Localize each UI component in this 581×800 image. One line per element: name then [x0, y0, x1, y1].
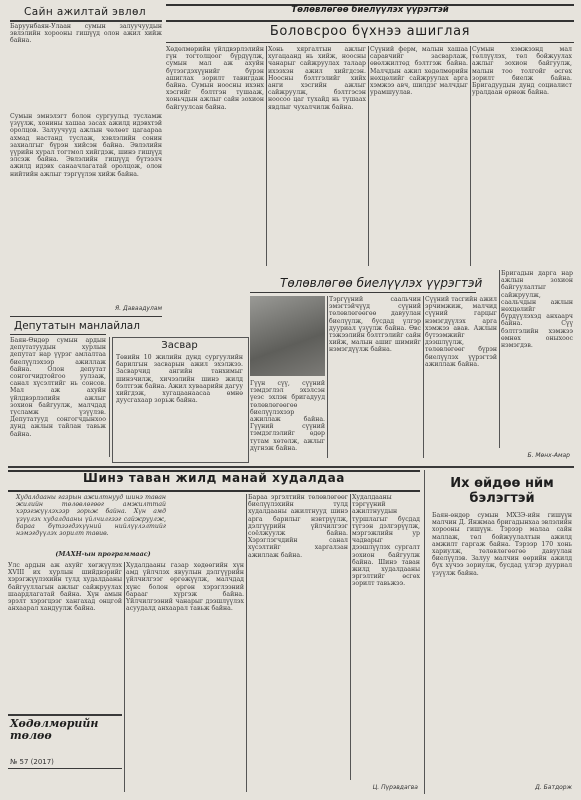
column-divider: [470, 46, 471, 266]
column-divider: [499, 270, 500, 448]
column-divider: [350, 494, 351, 780]
article-author: Ц. Пүрэвдагва: [372, 784, 418, 791]
article-body: Баян-өндөр сумын МХЗЭ-ийн гишүүн малчин Д. Янжмаа бригадынхаа эвлэлийн хорооны гишүүн. Тэрээр малаа сайн маллаж, төл бойжуулалтын ажилд амжилт гаргаж байна. Тэрээр 170 хонь хариулж, төлөвлөгөөгөө давуулан биелүүлэв. Залуу малчин өөрийн ажилд бүх хүчээ зориулж, бусдад үлгэр дууриал үзүүлж байна.: [432, 512, 572, 577]
article-body: Хөдөлмөрийн үйлдвэрлэлийн гүн тогтолцоог бүрдүүлж, сумын мал аж ахуйн бүтээгдэхүүнийг бүрэн ашиглах зорилт тавигдаж байна. Сумын ноосны ихэнх хэсгийг бэлтгэн тушааж, хоньчдын ажлыг сайн зохион байгуулсан байна.: [166, 46, 264, 111]
title-underline: [10, 334, 106, 335]
title-underline: [166, 42, 574, 43]
article-title-gift: Их өйдөө нйм бэлэгтэй: [450, 476, 554, 506]
section-divider: [8, 466, 574, 468]
article-author: Я. Даваадулам: [115, 305, 162, 312]
article-body: Хонь хяргалтын ажлыг хугацаанд нь хийж, ноосны чанарыг сайжруулах талаар ихээхэн ажил хийгдсэн. Ноосны бэлтгэлийг хийх анги хэсгийн ажлыг сайжруулж, бэлтгэсэн ноосоо цаг тухайд нь тушаах явдлыг чухалчилж байна.: [268, 46, 366, 111]
article-author: Д. Батдорж: [535, 784, 572, 791]
masthead-name: Хөдөлмөрийн төлөө: [10, 717, 99, 742]
column-divider: [424, 470, 425, 794]
article-title-good-deed: Сайн ажилтай эвлөл: [24, 6, 146, 18]
article-body: Худалдааны газар хөдөөгийн хүн амд үйлчлэх явуулын дэлгүүрийн үйлчилгээг өргөжүүлж, малчдад хүнс болон өргөн хэрэглээний барааг хүргэж байна. Үйлчилгээний чанарыг дээшлүүлэх асуудалд анхаарал тавьж байна.: [126, 562, 244, 613]
article-subtitle: (МАХН-ын программаас): [55, 550, 151, 558]
article-body: Сүүний ферм, малын хашаа саравчийг засварлаж, өвөлжилтөд бэлтгэж байна. Малчдын ажил хөдөлмөрийн нөхцөлийг сайжруулах арга хэмжээ авч, шилдэг малчдыг урамшуулав.: [370, 46, 468, 97]
column-divider: [109, 337, 110, 457]
article-body: Бригадын дарга нар ажлын зохион байгуулалтыг сайжруулж, саальчдын ажлын нөхцөлийг бүрдүүлэхэд анхаарч байна. Сүү бэлтгэлийн хэмжээ өмнөх оныхоос нэмэгдэв.: [501, 270, 573, 350]
column-divider: [368, 46, 369, 266]
article-body: Сумын хэмжээнд мал төллүүлэх, төл бойжуулах ажлыг зохион байгуулж, малын тоо толгойг өсгөх зорилт биелж байна. Бригадуудын дунд социалист уралдаан өрнөж байна.: [472, 46, 572, 97]
article-body: Баян-Өндөр сумын ардын депутатуудын хурлын депутат нар үүрэг амлалтаа биелүүлэхээр ажиллаж байна. Олон депутат сонгогчидтойгоо уулзаж, санал хүсэлтийг нь сонсов. Мал аж ахуйн үйлдвэрлэлийн ажлыг зохион байгуулж, малчдад тусламж үзүүлэв. Депутатууд сонгогчдынхоо дунд ажлын тайлан тавьж байна.: [10, 337, 106, 438]
title-underline: [10, 20, 162, 22]
article-body: Улс ардын аж ахуйг хөгжүүлэх XVIII их хурлын шийдвэрийг хэрэгжүүлэхийн тулд худалдааны байгууллагын ажлыг сайжруулах шаардлагатай байна. Хүн амын эрэлт хэрэгцээг хангахад онцгой анхаарал хандуулж байна.: [8, 562, 122, 613]
column-divider: [124, 562, 125, 792]
masthead-rule: [8, 768, 122, 769]
section-banner-label: Төлөвлөгөө биелүүлэх үүрэгтэй: [291, 5, 449, 15]
article-author: Б. Мөнх-Амар: [527, 452, 570, 459]
issue-number: № 57 (2017): [10, 758, 54, 766]
article-lead: Баруунбаян-Улаан сумын залуучуудын эвлэлийн хорооны гишүүд олон ажил хийж байна.: [10, 23, 162, 45]
column-divider: [246, 494, 247, 792]
article-body: Төвийн 10 жилийн дунд сургуулийн барилгын засварын ажил эхэлжээ. Засварчид ангийн танхимыг шинэчилж, хичээлийн шинэ жилд бэлтгэж байна. Ажил хуваарийн дагуу хийгдэж, хугацаанаасаа өмнө дуусгахаар зорьж байна.: [116, 354, 243, 405]
column-divider: [423, 296, 424, 458]
article-title-deputy: Депутатын манлайлал: [14, 320, 140, 332]
section-divider: [10, 316, 162, 317]
article-title-trade: Шинэ таван жилд манай худалдаа: [83, 471, 345, 485]
article-title-production: Төлөвлөгөө биелүүлэх үүрэгтэй: [280, 276, 483, 290]
column-divider: [327, 296, 328, 458]
article-body: Сумын эмнэлэгт болон сургуульд тусламж үзүүлж, хонины хашаа засах ажилд идэвхтэй оролцов. Залуучууд ажлын чөлөөт цагаараа ахмад настанд туслаж, хэвлэлийн сонин захиалгыг бүрэн хийсэн байна. Эвлэлийн үүрийн хурал тогтмол хийгдэж, шинэ гишүүд элсэж байна. Эвлэлийн гишүүд бүтээлч ажилд идэвх санаачлагатай оролцож, олон нийтийн ажлыг тэргүүлэн хийж байна.: [10, 113, 162, 178]
article-body: Тэргүүний саальчин эмэгтэйчүүд сүүний төлөвлөгөөгөө давуулан биелүүлж, бусдад үлгэр дууриал үзүүлж байна. Өвс тэжээлийн бэлтгэлийг сайн хийж, малын ашиг шимийг нэмэгдүүлж байна.: [329, 296, 421, 354]
article-title-repair: Засвар: [161, 340, 198, 351]
photo-workers: [250, 296, 325, 376]
article-title-wool: Боловсроо бүхнээ ашиглая: [269, 24, 471, 39]
column-divider: [266, 46, 267, 266]
article-body: Гүүн сүү, сүүний тэмдэглэл эхэлсэн үеэс эхлэн бригадууд төлөвлөгөөгөө биелүүлэхээр ажиллаж байна. Гүүний сүүний тэмдэглэлийг өдөр тутам хөтөлж, ажлыг дүгнэж байна.: [250, 380, 325, 452]
article-body: Худалдааны тэргүүний ажилтнуудын туршлагыг бусдад түгээн дэлгэрүүлж, мэргэжлийн ур чадварыг дээшлүүлэх сургалт зохион байгуулж байна. Шинэ таван жилд худалдааны эргэлтийг өсгөх зорилт тавьжээ.: [352, 494, 420, 588]
masthead-rule: [8, 714, 122, 716]
article-lead: Худалдааны газрын ажилтнууд шинэ таван жилийн төлөвлөгөөг амжилттай хэрэгжүүлэхээр зорьж байна. Хүн амд үзүүлэх худалдааны үйлчилгээг сайжруулж, бараа бүтээгдэхүүний нийлүүлэлтийг нэмэгдүүлэх зорилт тавив.: [16, 494, 166, 538]
title-underline: [250, 292, 476, 293]
article-body: Сүүний тасгийн ажил эрчимжиж, малчид сүүний гарцыг нэмэгдүүлэх арга хэмжээ авав. Ажлын бүтээмжийг дээшлүүлж, төлөвлөгөөг бүрэн биелүүлэх үүрэгтэй ажиллаж байна.: [425, 296, 497, 368]
article-body: Бараа эргэлтийн төлөвлөгөөг биелүүлэхийн тулд худалдааны ажилтнууд шинэ арга барилыг нэвтрүүлж, дэлгүүрийн үйлчилгээг соёлжуулж байна. Хэрэглэгчдийн санал хүсэлтийг харгалзан ажиллаж байна.: [248, 494, 348, 559]
